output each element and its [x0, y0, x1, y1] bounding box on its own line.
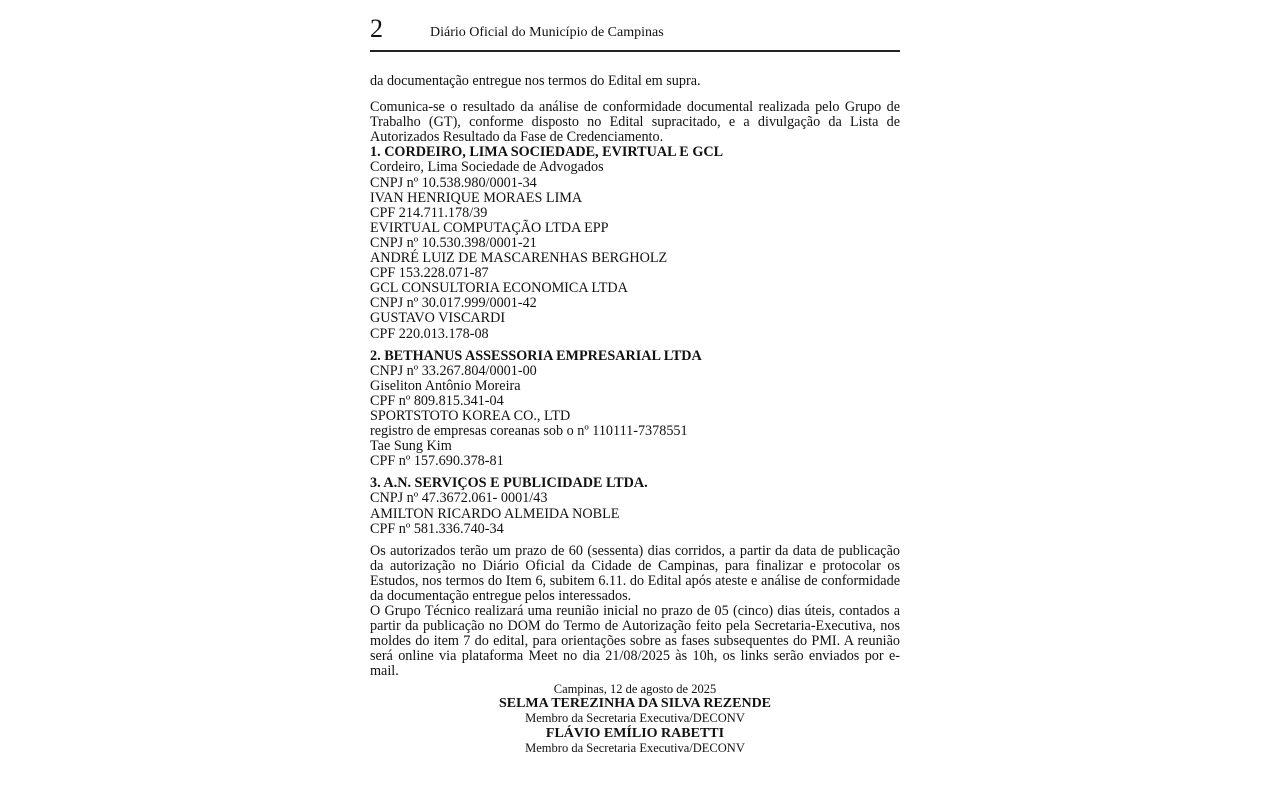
list-item: CNPJ nº 30.017.999/0001-42: [370, 295, 537, 312]
list-item: GUSTAVO VISCARDI: [370, 310, 506, 327]
list-item: CNPJ nº 33.267.804/0001-00: [370, 362, 537, 379]
continuation-paragraph: da documentação entregue nos termos do Edital em supra.: [370, 73, 701, 89]
communication-paragraph: Comunica-se o resultado da análise de conformidade documental realizada pelo Grupo de Trabalho (GT), conforme disposto no Edital supracitado, e a divulgação da Lista de Autorizados Resultado da Fase de Credenciamento.: [370, 99, 900, 146]
page-header: [370, 12, 900, 52]
list-item: SPORTSTOTO KOREA CO., LTD: [370, 407, 571, 424]
signer-2-name: FLÁVIO EMÍLIO RABETTI: [545, 725, 725, 741]
list-item: CPF nº 157.690.378-81: [370, 453, 504, 470]
authorized-group-2: [370, 349, 900, 470]
signer-1-role: Membro da Secretaria Executiva/DECONV: [525, 710, 745, 725]
deadline-paragraph: Os autorizados terão um prazo de 60 (sessenta) dias corridos, a partir da data de publicação da autorização no Diário Oficial da Cidade de Campinas, para finalizar e protocolar os Estudos, nos termos do Item 6, subitem 6.11. do Edital após ateste e análise de conformidade da documentação entregue pelos interessados.: [370, 542, 900, 604]
list-item: Giseliton Antônio Moreira: [370, 377, 521, 394]
authorized-group-3: [370, 476, 900, 536]
document-body: [370, 74, 900, 756]
signature-block: [370, 682, 900, 756]
list-item: CNPJ nº 10.530.398/0001-21: [370, 234, 537, 251]
list-item: IVAN HENRIQUE MORAES LIMA: [370, 189, 583, 206]
list-item: CNPJ nº 10.538.980/0001-34: [370, 174, 537, 191]
group-heading: 3. A.N. SERVIÇOS E PUBLICIDADE LTDA.: [370, 475, 648, 492]
group-heading: 1. CORDEIRO, LIMA SOCIEDADE, EVIRTUAL E GCL: [370, 144, 724, 161]
signature-date: Campinas, 12 de agosto de 2025: [553, 681, 717, 696]
list-item: CPF nº 809.815.341-04: [370, 392, 504, 409]
list-item: CPF 214.711.178/39: [370, 204, 488, 221]
list-item: registro de empresas coreanas sob o nº 110111-7378551: [370, 423, 688, 440]
group-heading: 2. BETHANUS ASSESSORIA EMPRESARIAL LTDA: [370, 347, 702, 364]
list-item: AMILTON RICARDO ALMEIDA NOBLE: [370, 505, 620, 522]
list-item: CPF nº 581.336.740-34: [370, 520, 504, 537]
meeting-paragraph: O Grupo Técnico realizará uma reunião inicial no prazo de 05 (cinco) dias úteis, contados a partir da publicação no DOM do Termo de Autorização feito pela Secretaria-Executiva, nos moldes do item 7 do edital, para orientações sobre as fases subsequentes do PMI. A reunião será online via plataforma Meet no dia 21/08/2025 às 10h, os links serão enviados por e-mail.: [370, 603, 900, 680]
list-item: EVIRTUAL COMPUTAÇÃO LTDA EPP: [370, 219, 609, 236]
list-item: ANDRÉ LUIZ DE MASCARENHAS BERGHOLZ: [370, 250, 668, 267]
signer-1-name: SELMA TEREZINHA DA SILVA REZENDE: [498, 695, 772, 711]
list-item: CNPJ nº 47.3672.061- 0001/43: [370, 490, 548, 507]
document-page: [370, 12, 900, 756]
authorized-group-1: [370, 145, 900, 341]
list-item: Tae Sung Kim: [370, 438, 452, 455]
list-item: CPF 153.228.071-87: [370, 265, 489, 282]
list-item: Cordeiro, Lima Sociedade de Advogados: [370, 159, 604, 176]
signer-2-role: Membro da Secretaria Executiva/DECONV: [525, 740, 745, 755]
list-item: GCL CONSULTORIA ECONOMICA LTDA: [370, 280, 628, 297]
page-number: 2: [370, 14, 383, 43]
journal-title: Diário Oficial do Município de Campinas: [430, 25, 664, 40]
list-item: CPF 220.013.178-08: [370, 325, 489, 342]
